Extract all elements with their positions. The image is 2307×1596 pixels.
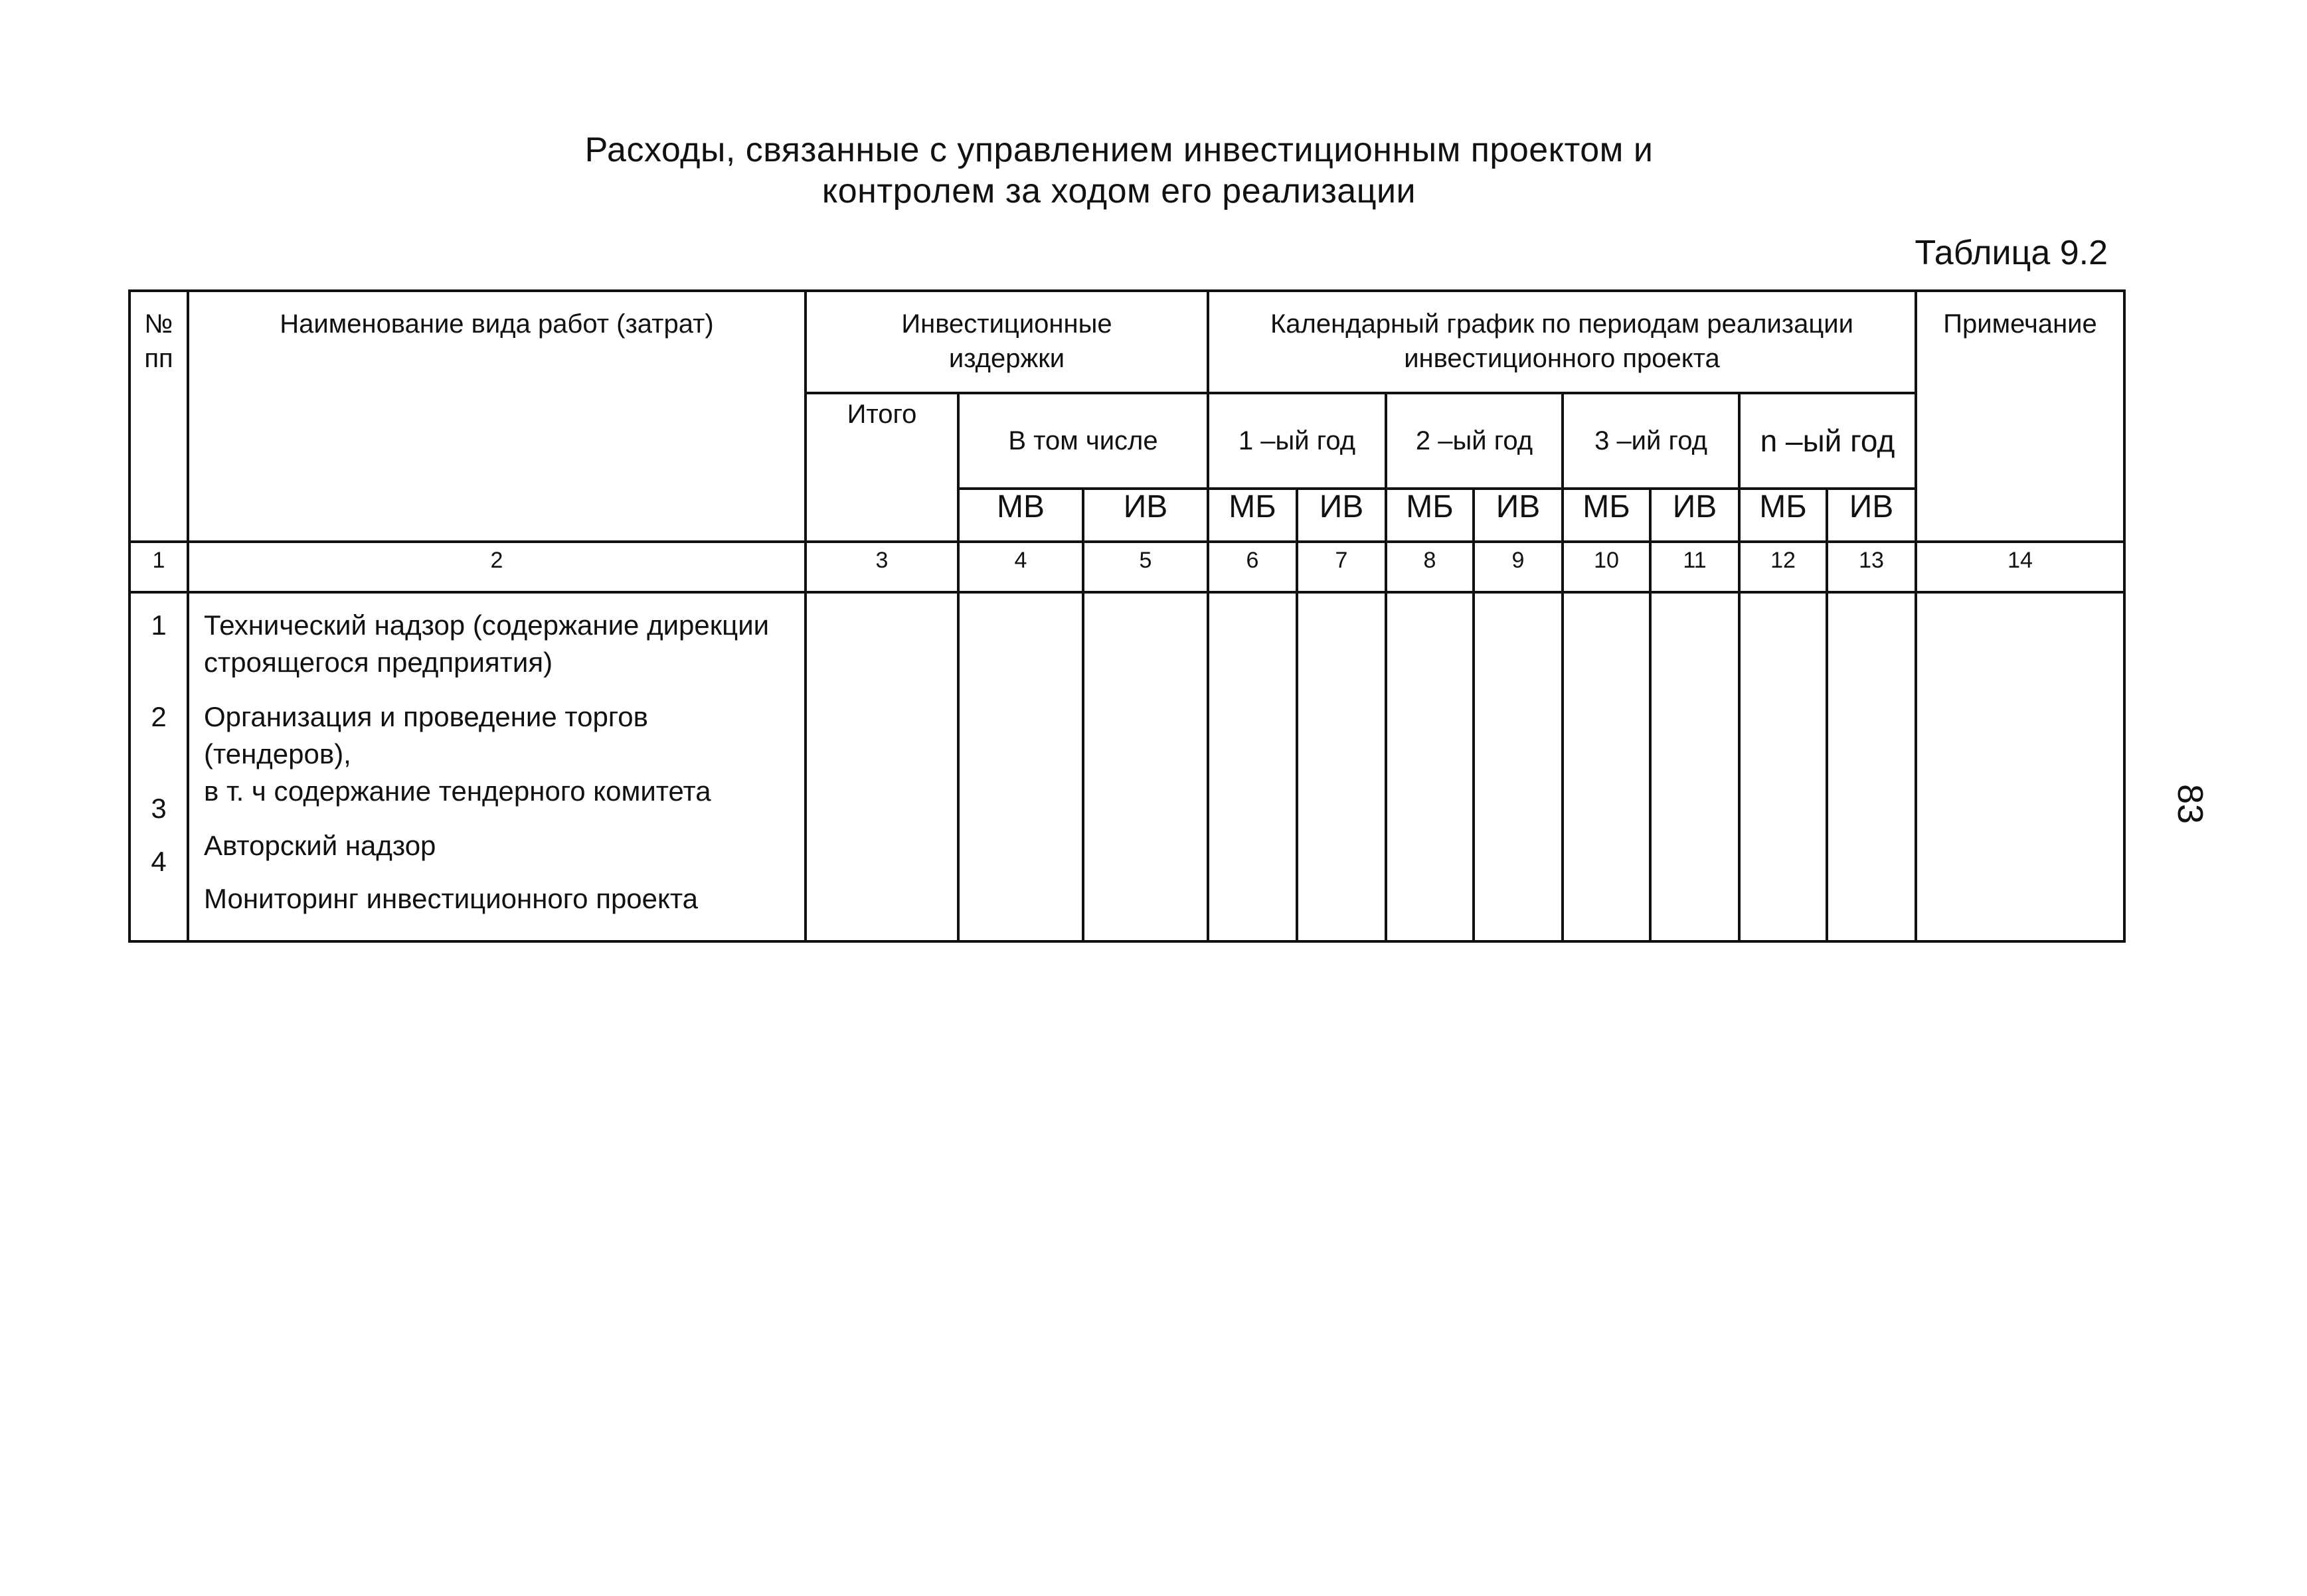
row-number: 3 bbox=[151, 793, 167, 824]
item-line-1: Технический надзор (содержание дирекции bbox=[204, 609, 770, 641]
list-item bbox=[204, 698, 792, 810]
column-number: 10 bbox=[1563, 542, 1650, 592]
header-year-n: n –ый год bbox=[1739, 393, 1916, 489]
column-number: 14 bbox=[1916, 542, 2124, 592]
column-number: 6 bbox=[1208, 542, 1297, 592]
header-name-cell bbox=[188, 291, 806, 542]
header-year-2: 2 –ый год bbox=[1386, 393, 1563, 489]
header-investment-cell bbox=[806, 291, 1208, 393]
header-including-cell bbox=[958, 393, 1208, 489]
header-note-cell bbox=[1916, 291, 2124, 542]
empty-cell bbox=[1563, 592, 1650, 941]
header-calendar-line2: инвестиционного проекта bbox=[1404, 344, 1720, 373]
item-line-1: Авторский надзор bbox=[204, 830, 436, 861]
header-mb-yearn: МБ bbox=[1739, 489, 1827, 542]
page-number: 83 bbox=[2170, 783, 2211, 825]
empty-cell bbox=[806, 592, 958, 941]
header-calendar-line1: Календарный график по периодам реализации bbox=[1270, 309, 1853, 339]
empty-cell bbox=[1916, 592, 2124, 941]
column-number: 4 bbox=[958, 542, 1083, 592]
header-total-cell bbox=[806, 393, 958, 542]
item-line-1: Организация и проведение торгов (тендеров), bbox=[204, 701, 648, 769]
item-line-1: Мониторинг инвестиционного проекта bbox=[204, 883, 698, 914]
column-number: 5 bbox=[1083, 542, 1208, 592]
header-year-3: 3 –ий год bbox=[1563, 393, 1739, 489]
title-line-1: Расходы, связанные с управлением инвестиционным проектом и bbox=[584, 131, 1654, 169]
header-number-line1: № bbox=[144, 309, 173, 339]
empty-cell bbox=[1827, 592, 1916, 941]
column-number: 9 bbox=[1474, 542, 1563, 592]
empty-cell bbox=[1739, 592, 1827, 941]
column-number: 12 bbox=[1739, 542, 1827, 592]
title-line-2: контролем за ходом его реализации bbox=[821, 172, 1416, 210]
empty-cell bbox=[1208, 592, 1297, 941]
header-total: Итого bbox=[847, 400, 917, 429]
row-number: 2 bbox=[151, 701, 167, 732]
row-number: 4 bbox=[151, 846, 167, 877]
body-number-cell bbox=[129, 592, 188, 941]
item-line-2: в т. ч содержание тендерного комитета bbox=[204, 775, 711, 807]
document-title bbox=[0, 129, 2238, 212]
header-including: В том числе bbox=[1008, 426, 1158, 455]
empty-cell bbox=[1386, 592, 1474, 941]
column-number: 8 bbox=[1386, 542, 1474, 592]
header-investment-line1: Инвестиционные bbox=[901, 309, 1112, 339]
body-name-cell bbox=[188, 592, 806, 941]
header-number-cell bbox=[129, 291, 188, 542]
header-iv-yearn: ИВ bbox=[1827, 489, 1916, 542]
column-number: 11 bbox=[1650, 542, 1739, 592]
header-mb-year1: МБ bbox=[1208, 489, 1297, 542]
list-item bbox=[204, 827, 792, 864]
row-number: 1 bbox=[151, 609, 167, 641]
column-number: 2 bbox=[188, 542, 806, 592]
header-investment-line2: издержки bbox=[948, 344, 1065, 373]
table-body-row bbox=[129, 592, 2124, 941]
header-name: Наименование вида работ (затрат) bbox=[280, 309, 714, 339]
column-number-row bbox=[129, 542, 2124, 592]
expenses-table bbox=[128, 289, 2126, 943]
header-number-line2: пп bbox=[144, 344, 173, 373]
header-calendar-cell bbox=[1208, 291, 1916, 393]
column-number: 13 bbox=[1827, 542, 1916, 592]
empty-cell bbox=[1083, 592, 1208, 941]
header-iv-year2: ИВ bbox=[1474, 489, 1563, 542]
header-mb-year2: МБ bbox=[1386, 489, 1474, 542]
empty-cell bbox=[958, 592, 1083, 941]
column-number: 1 bbox=[129, 542, 188, 592]
header-note: Примечание bbox=[1943, 309, 2097, 339]
empty-cell bbox=[1474, 592, 1563, 941]
list-item bbox=[204, 607, 792, 681]
header-year-1: 1 –ый год bbox=[1208, 393, 1386, 489]
empty-cell bbox=[1650, 592, 1739, 941]
header-iv-year1: ИВ bbox=[1297, 489, 1386, 542]
header-mb-year3: МБ bbox=[1563, 489, 1650, 542]
empty-cell bbox=[1297, 592, 1386, 941]
column-number: 7 bbox=[1297, 542, 1386, 592]
header-row-1 bbox=[129, 291, 2124, 393]
list-item bbox=[204, 880, 792, 918]
column-number: 3 bbox=[806, 542, 958, 592]
table-label: Таблица 9.2 bbox=[1915, 234, 2108, 272]
header-mv: МВ bbox=[958, 489, 1083, 542]
header-iv: ИВ bbox=[1083, 489, 1208, 542]
item-line-2: строящегося предприятия) bbox=[204, 647, 553, 678]
header-iv-year3: ИВ bbox=[1650, 489, 1739, 542]
